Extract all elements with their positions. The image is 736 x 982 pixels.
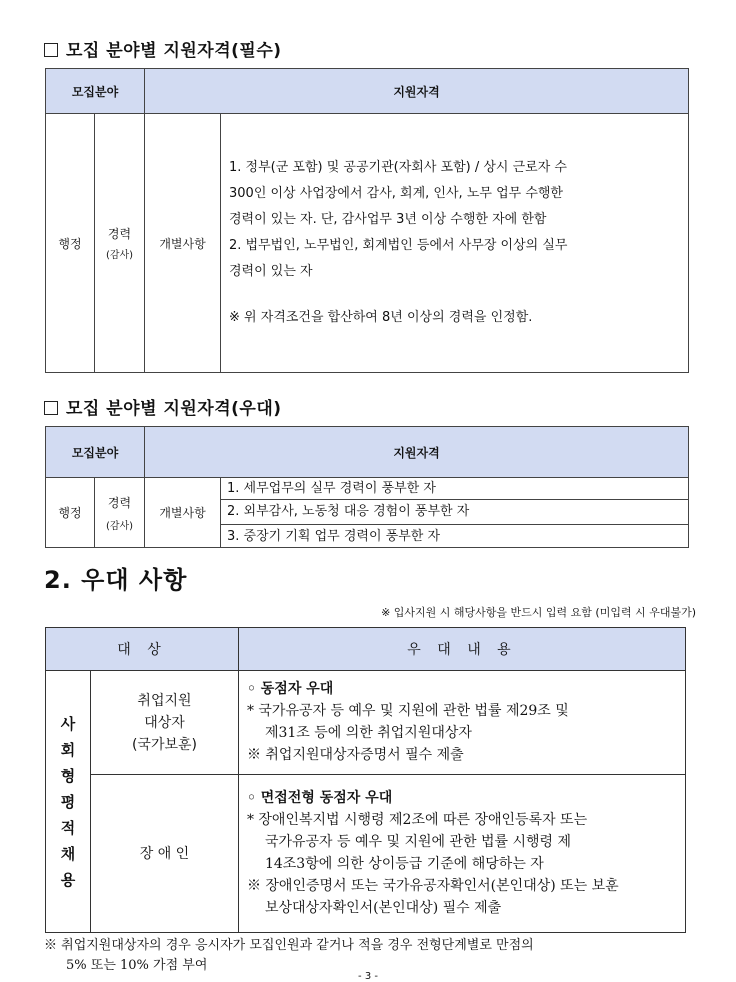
target-disabled: 장 애 인 bbox=[91, 775, 239, 933]
content-veterans: ◦ 동점자 우대 * 국가유공자 등 예우 및 지원에 관한 법률 제29조 및 제31조 등에 의한 취업지원대상자 ※ 취업지원대상자증명서 필수 제출 bbox=[238, 671, 685, 775]
qual-line: 1. 세무업무의 실무 경력이 풍부한 자 bbox=[221, 479, 688, 500]
qual-note: ※ 위 자격조건을 합산하여 8년 이상의 경력을 인정함. bbox=[229, 310, 533, 325]
col-header-field: 모집분야 bbox=[46, 69, 145, 114]
required-qualifications-table bbox=[45, 68, 689, 373]
type-cell: 개별사항 bbox=[145, 478, 221, 548]
qualification-cell bbox=[221, 478, 689, 548]
qual-line: 경력이 있는 자. 단, 감사업무 3년 이상 수행한 자에 한함 bbox=[229, 212, 547, 227]
footer-note: ※ 취업지원대상자의 경우 응시자가 모집인원과 같거나 적을 경우 전형단계별로 만점의 5% 또는 10% 가점 부여 bbox=[44, 938, 534, 973]
career-cell: 경력 (감사) bbox=[95, 478, 145, 548]
qualification-cell bbox=[221, 114, 689, 373]
type-cell: 개별사항 bbox=[145, 114, 221, 373]
qual-line: 3. 중장기 기획 업무 경력이 풍부한 자 bbox=[227, 528, 441, 544]
career-cell: 경력 (감사) bbox=[95, 114, 145, 373]
qual-line: 300인 이상 사업장에서 감사, 회계, 인사, 노무 업무 수행한 bbox=[229, 186, 563, 201]
col-header-target: 대 상 bbox=[46, 628, 239, 671]
col-header-qualification: 지원자격 bbox=[145, 427, 689, 478]
field-cell: 행정 bbox=[46, 114, 95, 373]
col-header-qualification: 지원자격 bbox=[145, 69, 689, 114]
checkbox-icon bbox=[44, 401, 58, 415]
target-veterans: 취업지원 대상자 (국가보훈) bbox=[91, 671, 239, 775]
social-equity-label: 사 회 형 평 적 채 용 bbox=[46, 671, 91, 933]
section2-heading: 모집 분야별 지원자격(우대) bbox=[44, 394, 282, 419]
qual-line: 2. 외부감사, 노동청 대응 경험이 풍부한 자 bbox=[221, 500, 688, 525]
input-required-note: ※ 입사지원 시 해당사항을 반드시 입력 요함 (미입력 시 우대불가) bbox=[381, 606, 696, 619]
qual-line: 1. 정부(군 포함) 및 공공기관(자회사 포함) / 상시 근로자 수 bbox=[229, 160, 567, 175]
section1-heading: 모집 분야별 지원자격(필수) bbox=[44, 36, 282, 61]
qual-line: 2. 법무법인, 노무법인, 회계법인 등에서 사무장 이상의 실무 bbox=[229, 238, 568, 253]
content-disabled: ◦ 면접전형 동점자 우대 * 장애인복지법 시행령 제2조에 따른 장애인등록자 또는 국가유공자 등 예우 및 지원에 관한 법률 시행령 제 14조3항에 의한 상이등급 기준에 해당하는 자 ※ 장애인증명서 또는 국가유공자확인서(본인대상) 또는 보훈 보상대상자확인서(본인대상) 필수 제출 bbox=[238, 775, 685, 933]
qual-line: 경력이 있는 자 bbox=[229, 264, 313, 279]
field-cell: 행정 bbox=[46, 478, 95, 548]
col-header-field: 모집분야 bbox=[46, 427, 145, 478]
preference-table bbox=[45, 627, 686, 933]
col-header-content: 우 대 내 용 bbox=[238, 628, 685, 671]
section3-heading: 2. 우대 사항 bbox=[44, 566, 188, 594]
preferred-qualifications-table bbox=[45, 426, 689, 548]
page-number: - 3 - bbox=[358, 971, 378, 982]
checkbox-icon bbox=[44, 43, 58, 57]
